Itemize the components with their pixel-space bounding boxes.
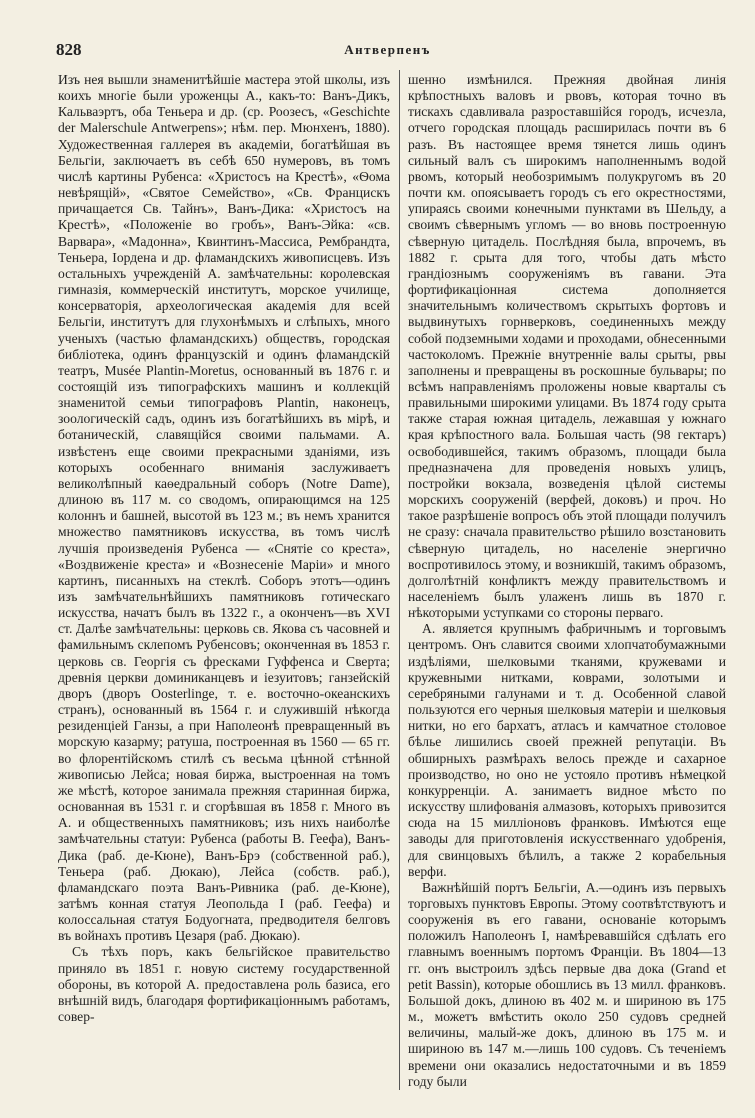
paragraph: Важнѣйшій портъ Бельгіи, А.—одинъ изъ первыхъ торговыхъ пунктовъ Европы. Этому соотвѣтствуютъ и сооруженія въ его гавани, основаніе которымъ положилъ Наполеонъ I, намѣревавшійся сдѣлать его главнымъ военнымъ портомъ Франціи. Въ 1804—13 гг. онъ выстроилъ здѣсь первые два дока (Grand et petit Bassin), которые обошлись въ 13 милл. франковъ. Большой докъ, длиною въ 402 м. и шириною въ 175 м., можетъ вмѣстить около 250 судовъ средней величины, малый-же докъ, длиною въ 175 м. и шириною въ 147 м.—лишь 100 судовъ. Съ теченіемъ времени они оказались недостаточными и въ 1859 году были (408, 879, 726, 1089)
page-header (56, 40, 719, 66)
paragraph: Съ тѣхъ поръ, какъ бельгійское правительство приняло въ 1851 г. новую систему государственной обороны, въ которой А. предоставлена роль базиса, его внѣшній видъ, благодаря фортификаціоннымъ работамъ, совер- (58, 944, 390, 1025)
paragraph: Изъ нея вышли знаменитѣйшіе мастера этой школы, изъ коихъ многіе были уроженцы А., какъ-то: Ванъ-Дикъ, Кальваэртъ, оба Теньера и др. (ср. Роозесъ, «Geschichte der Malerschule Antwerpens»; нѣм. пер. Мюнхенъ, 1880). Художественная галлерея въ академіи, богатѣйшая въ Бельгіи, заключаетъ въ себѣ 650 нумеровъ, въ томъ числѣ картины Рубенса: «Христосъ на Крестѣ», «Ѳома невѣрящій», «Святое Семейство», «Св. Францискъ причащается Св. Тайнъ», Ванъ-Дика: «Христосъ на Крестѣ», «Положеніе во гробъ», Ванъ-Эйка: «св. Варвара», «Мадонна», Квинтинъ-Массиса, Рембрандта, Теньера, Іорденa и др. фламандскихъ живописцевъ. Изъ остальныхъ учрежденій А. замѣчательны: королевская гимназія, коммерческій институтъ, морское училище, консерваторія, археологическая академія для всей Бельгіи, институтъ для глухонѣмыхъ и слѣпыхъ, много ученыхъ (частью фламандскихъ) обществъ, городская библіотека, одинъ французскій и одинъ фламандскій театръ, Musée Plantin-Moretus, основанный въ 1876 г. и состоящій изъ типографскихъ машинъ и коллекцій знаменитой семьи типографовъ Plantin, наконецъ, зоологическій садъ, одинъ изъ богатѣйшихъ въ мірѣ, и ботаническій, славящійся своими пальмами. А. извѣстенъ еще своими прекрасными зданіями, изъ которыхъ особеннаго вниманія заслуживаетъ великолѣпный каѳедральный соборъ (Notre Dame), длиною въ 117 м. со сводомъ, опирающимся на 125 колоннъ и башней, высотой въ 123 м.; въ немъ хранится множество памятниковъ искусства, въ томъ числѣ лучшія произведенія Рубенса — «Снятіе со креста», «Воздвиженіе креста» и «Вознесеніе Маріи» и много картинъ, писанныхъ на стеклѣ. Соборъ этотъ—одинъ изъ замѣчательнѣйшихъ памятниковъ готическаго искусства, начатъ былъ въ 1322 г., а оконченъ—въ XVI ст. Далѣе замѣчательны: церковь св. Якова съ часовней и фамильнымъ склепомъ Рубенсовъ; оконченная въ 1853 г. церковь св. Георгія съ фресками Гуффенса и Сверта; древнія церкви доминиканцевъ и іезуитовъ; ганзейскій дворъ (дворъ Oosterlinge, т. е. восточно-океанскихъ странъ), основанный въ 1564 г. и служившій нѣкогда резиденціей Ганзы, а при Наполеонѣ превращенный въ морскую казарму; ратуша, построенная въ 1560 — 65 гг. во флорентійскомъ стилѣ съ весьма цѣнной стѣнной живописью Лейса; новая биржа, выстроенная на томъ же мѣстѣ, которое занимала прежняя старинная биржа, основанная въ 1531 г. и сгорѣвшая въ 1858 г. Много въ А. и общественныхъ памятниковъ; изъ нихъ наиболѣе замѣчательны статуи: Рубенса (работы В. Геефа), Ванъ-Дика (раб. де-Кюне), Ванъ-Брэ (собственной раб.), Теньера (раб. Дюкаю), Лейса (собств. раб.), фламандскаго поэта Ванъ-Ривника (раб. де-Кюне), затѣмъ конная статуя Леопольда I (раб. Геефа) и колоссальная статуя Бодуогната, предводителя белговъ въ войнахъ противъ Цезаря (раб. Дюкаю). (58, 72, 390, 944)
left-column (58, 72, 390, 1102)
paragraph: А. является крупнымъ фабричнымъ и торговымъ центромъ. Онъ славится своими хлопчатобумажными издѣліями, шелковыми тканями, кружевами и кружевными нитками, коврами, золотыми и серебряными галунами и т. д. Особенной славой пользуются его черныя шелковыя матеріи и шелковыя нитки, но его бархатъ, атласъ и камчатное столовое бѣлье лишились своей прежней репутаціи. Въ обширныхъ размѣрахъ велось прежде и сахарное производство, но оно не устояло противъ нѣмецкой конкурренціи. А. занимаетъ видное мѣсто по искусству шлифованія алмазовъ, которыхъ привозится сюда на 15 милліоновъ франковъ. Имѣются еще заводы для приготовленія искусственнаго удобренія, для свинцовыхъ бѣлилъ, а также 2 корабельныя верфи. (408, 621, 726, 879)
paragraph: шенно измѣнился. Прежняя двойная линія крѣпостныхъ валовъ и рвовъ, которая точно въ тискахъ сдавливала разроставшійся городъ, исчезла, отчего городская площадь расширилась почти въ 6 разъ. Въ настоящее время тянется лишь одинъ сильный валъ съ широкимъ наполненнымъ водой рвомъ, который необозримымъ полукругомъ въ 20 почти км. опоясываетъ городъ съ его окрестностями, упираясь своими конечными пунктами въ Шельду, а своимъ сѣвернымъ угломъ — во вновь построенную сѣверную цитадель. Послѣдняя была, впрочемъ, въ 1882 г. срыта для того, чтобы дать мѣсто грандіознымъ сооруженіямъ въ гавани. Эта фортификаціонная система дополняется значительнымъ количествомъ скрытыхъ фортовъ и выдвинутыхъ горнверковъ, соединенныхъ между собой подземными ходами и проходами, обнесенными частоколомъ. Прежніе внутренніе валы срыты, рвы заполнены и превращены въ роскошные бульвары; по всѣмъ направленіямъ проложены новые кварталы съ правильными широкими улицами. Въ 1874 году срыта также старая южная цитадель, лежавшая у южнаго края крѣпостного вала. Большая часть (98 гектаръ) освободившейся, такимъ образомъ, площади была предназначена для проведенія новыхъ улицъ, постройки вокзала, возведенія цѣлой системы морскихъ сооруженій (верфей, доковъ) и проч. Но такое разрѣшеніе вопросъ объ этой площади получилъ не сразу: сначала правительство рѣшило возстановить сѣверную цитадель, но населеніе энергично воспротивилось этому, и возникшій, такимъ образомъ, долголѣтній конфликтъ между правительствомъ и населеніемъ былъ улаженъ лишь въ 1870 г. нѣкоторыми уступками со стороны перваго. (408, 72, 726, 621)
right-column (408, 72, 726, 1102)
running-title: Антверпенъ (344, 42, 431, 57)
page-number: 828 (56, 40, 82, 59)
column-divider (399, 70, 400, 1090)
